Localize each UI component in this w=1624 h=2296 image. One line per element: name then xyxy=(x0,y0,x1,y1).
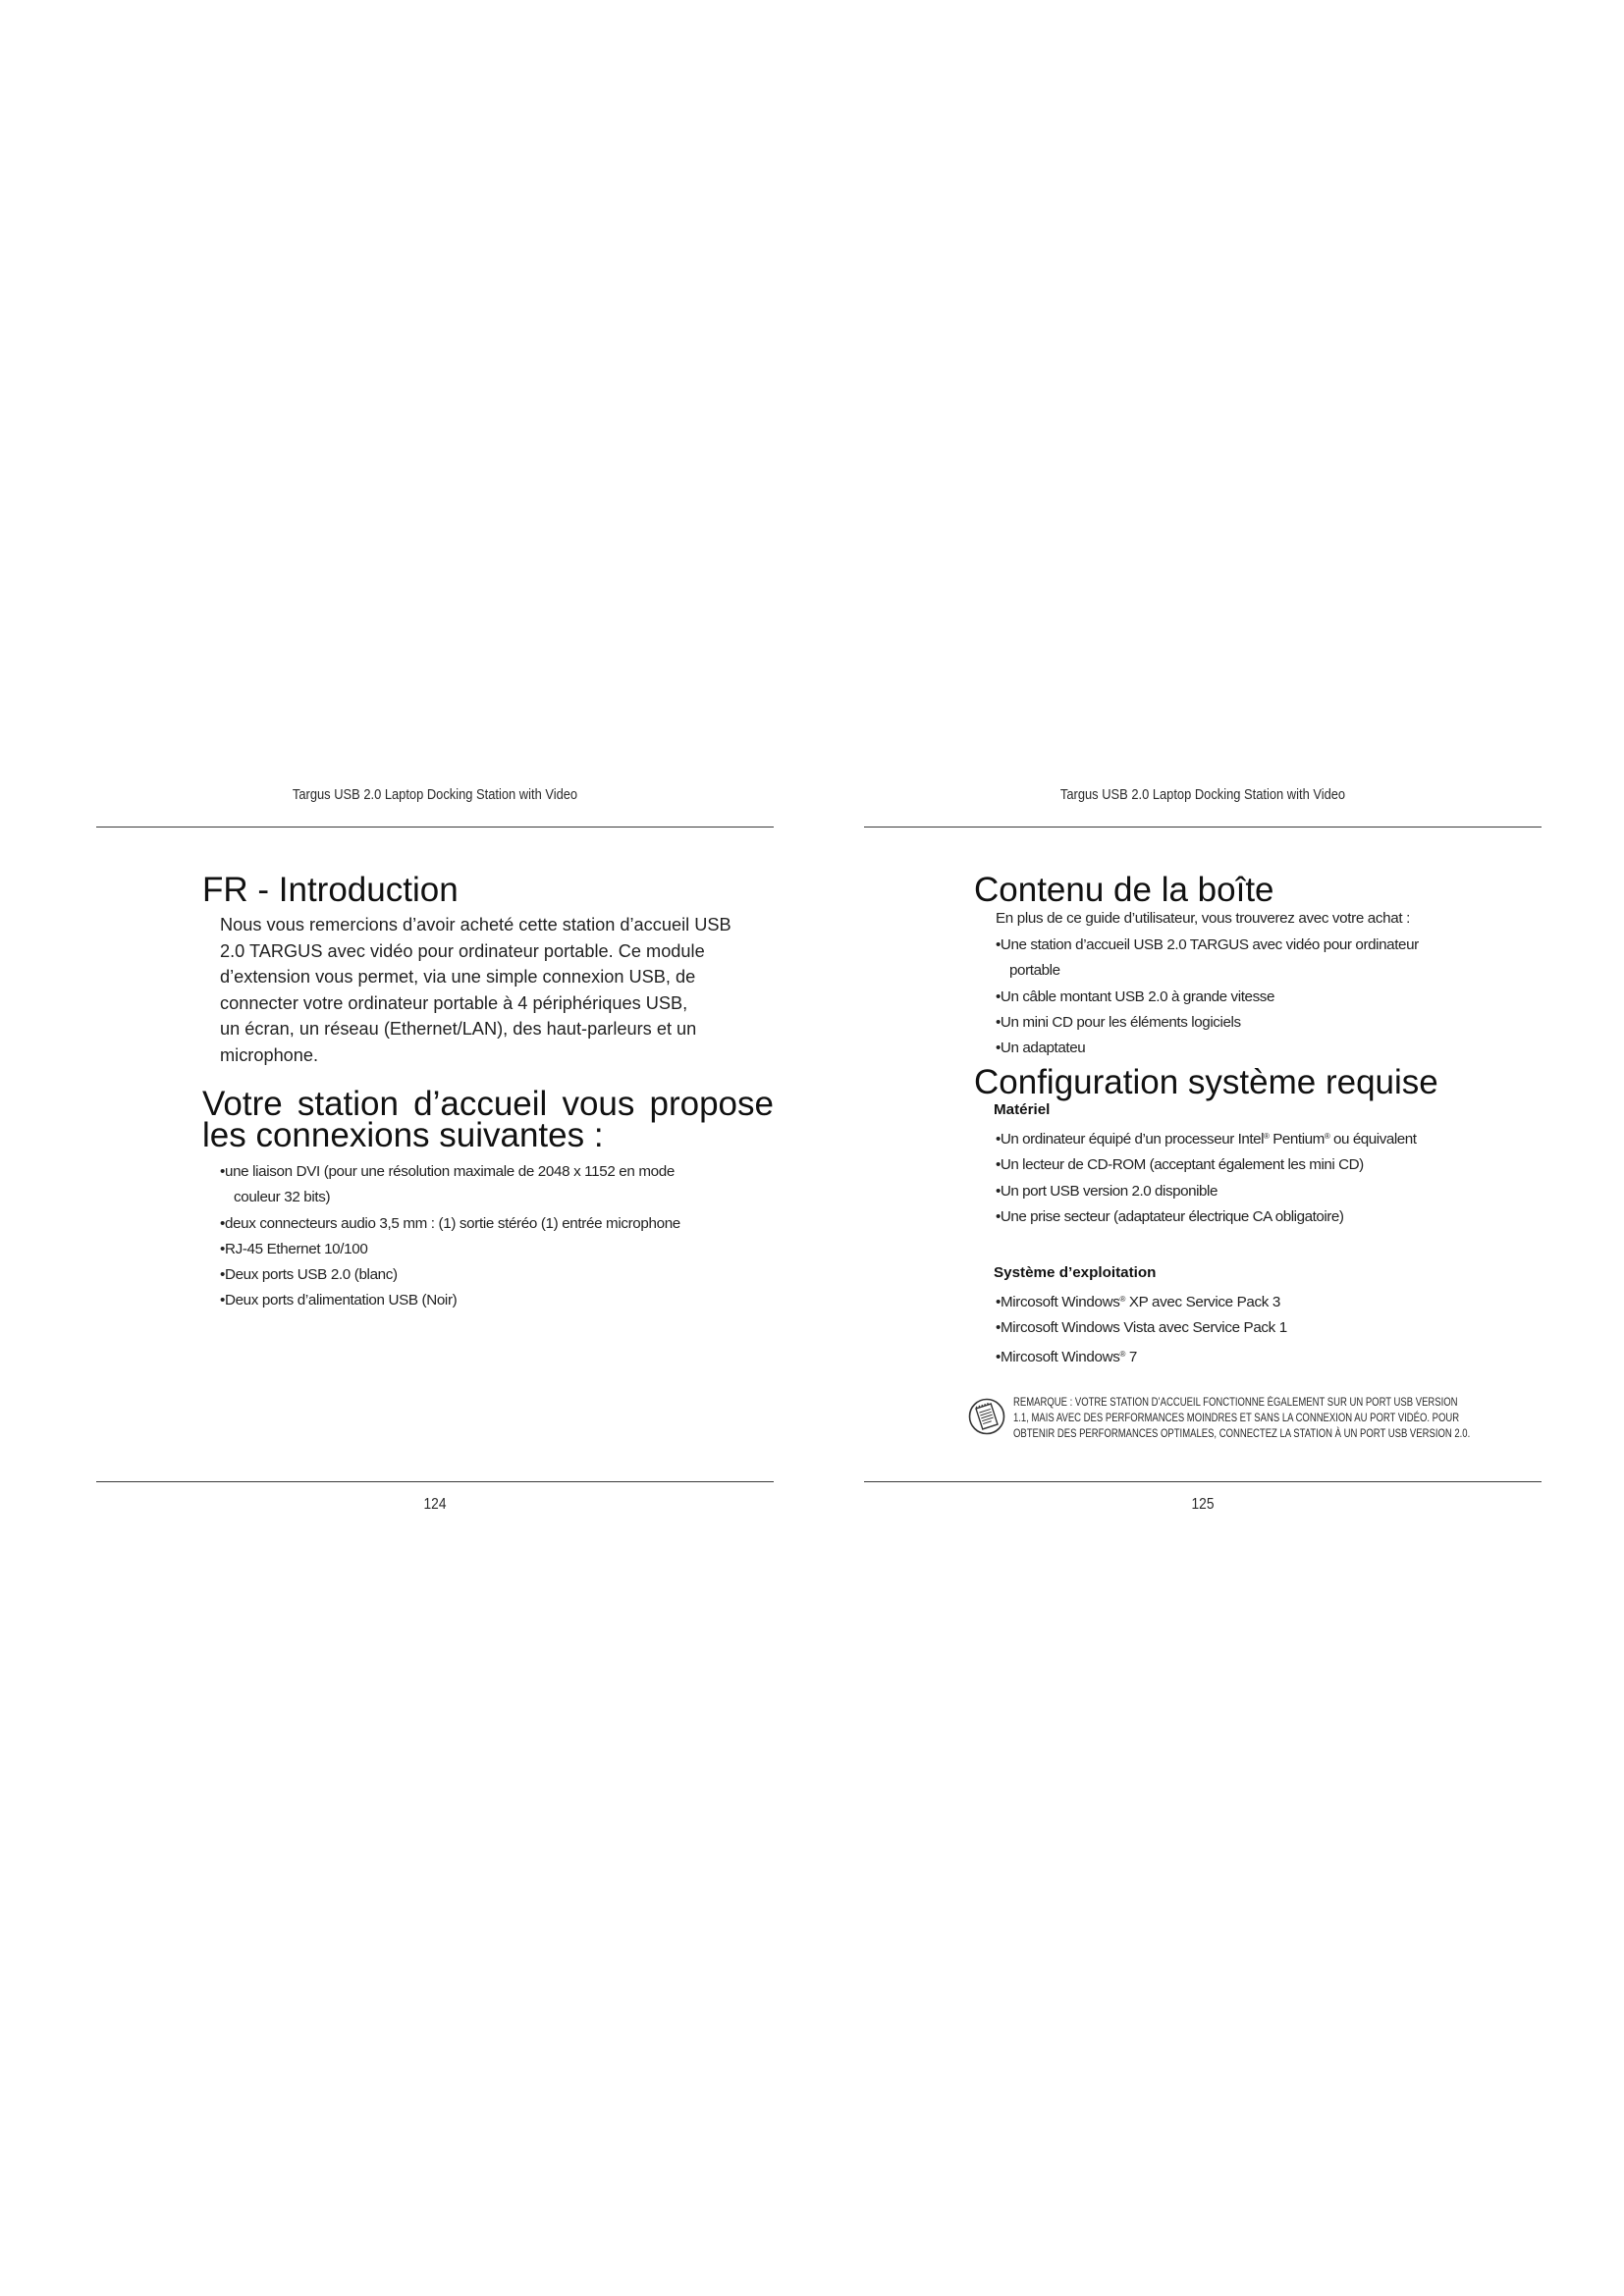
left-page xyxy=(96,0,774,2296)
registered-mark: ® xyxy=(1119,1349,1125,1359)
intro-paragraph xyxy=(220,912,770,1069)
notepad-icon xyxy=(968,1397,1005,1436)
running-head: Targus USB 2.0 Laptop Docking Station with Video xyxy=(1059,786,1346,803)
registered-mark: ® xyxy=(1119,1295,1125,1304)
intro-line: microphone. xyxy=(220,1044,319,1065)
page-number: 125 xyxy=(1191,1496,1215,1513)
systeme-list xyxy=(996,1287,1287,1370)
intro-line: d’extension vous permet, via une simple connexion USB, de xyxy=(220,967,696,988)
list-item: •une liaison DVI (pour une résolution maximale de 2048 x 1152 en mode couleur 32 bits) xyxy=(220,1163,675,1206)
list-item: •Mircosoft Windows® 7 xyxy=(996,1348,1137,1365)
list-item: •Une station d’accueil USB 2.0 TARGUS avec vidéo pour ordinateur portable xyxy=(996,936,1419,980)
note-line: OBTENIR DES PERFORMANCES OPTIMALES, CONNECTEZ LA STATION À UN PORT USB VERSION 2.0. xyxy=(1013,1427,1471,1441)
title-word: station xyxy=(297,1085,399,1123)
running-head: Targus USB 2.0 Laptop Docking Station with Video xyxy=(292,786,578,803)
title-word: vous xyxy=(562,1085,635,1123)
registered-mark: ® xyxy=(1324,1132,1330,1141)
header-rule xyxy=(864,827,1542,828)
list-item: •Deux ports d’alimentation USB (Noir) xyxy=(220,1292,458,1309)
intro-line: Nous vous remercions d’avoir acheté cette station d’accueil USB xyxy=(220,915,731,934)
connexions-title-line2: les connexions suivantes : xyxy=(202,1116,604,1154)
title-word: propose xyxy=(649,1085,774,1123)
list-item: •Un lecteur de CD-ROM (acceptant également les mini CD) xyxy=(996,1156,1364,1174)
connexions-list xyxy=(220,1159,680,1314)
intro-line: 2.0 TARGUS avec vidéo pour ordinateur portable. Ce module xyxy=(220,940,705,961)
note-text xyxy=(1013,1395,1561,1443)
note-line: 1.1, MAIS AVEC DES PERFORMANCES MOINDRES ET SANS LA CONNEXION AU PORT VIDÉO. POUR xyxy=(1013,1412,1460,1425)
list-item: •Un port USB version 2.0 disponible xyxy=(996,1182,1218,1200)
list-item: •RJ-45 Ethernet 10/100 xyxy=(220,1240,368,1257)
materiel-heading: Matériel xyxy=(994,1101,1051,1118)
systeme-heading: Système d’exploitation xyxy=(994,1264,1157,1281)
list-item: •Un adaptateu xyxy=(996,1040,1086,1057)
list-item: •Deux ports USB 2.0 (blanc) xyxy=(220,1266,398,1284)
list-item: •Un ordinateur équipé d’un processeur Intel® Pentium® ou équivalent xyxy=(996,1131,1417,1148)
intro-line: connecter votre ordinateur portable à 4 périphériques USB, xyxy=(220,992,688,1013)
contenu-title: Contenu de la boîte xyxy=(974,871,1274,909)
list-item: •Une prise secteur (adaptateur électrique CA obligatoire) xyxy=(996,1207,1344,1225)
list-item: •Mircosoft Windows® XP avec Service Pack 3 xyxy=(996,1294,1280,1310)
footer-rule xyxy=(96,1481,774,1482)
intro-title: FR - Introduction xyxy=(202,871,459,909)
registered-mark: ® xyxy=(1264,1132,1270,1141)
footer-rule xyxy=(864,1481,1542,1482)
contenu-intro: En plus de ce guide d’utilisateur, vous trouverez avec votre achat : xyxy=(996,910,1410,927)
materiel-list xyxy=(996,1124,1417,1230)
intro-line: un écran, un réseau (Ethernet/LAN), des haut-parleurs et un xyxy=(220,1019,697,1040)
right-page xyxy=(864,0,1542,2296)
list-item: •Un câble montant USB 2.0 à grande vitesse xyxy=(996,988,1274,1005)
note-line: REMARQUE : VOTRE STATION D’ACCUEIL FONCTIONNE ÉGALEMENT SUR UN PORT USB VERSION xyxy=(1013,1396,1458,1409)
config-title: Configuration système requise xyxy=(974,1063,1438,1101)
title-word: Votre xyxy=(202,1085,283,1123)
list-item: •deux connecteurs audio 3,5 mm : (1) sortie stéréo (1) entrée microphone xyxy=(220,1214,680,1232)
contenu-list xyxy=(996,933,1419,1061)
connexions-title xyxy=(202,1085,774,1154)
list-item: •Un mini CD pour les éléments logiciels xyxy=(996,1013,1241,1031)
title-word: d’accueil xyxy=(413,1085,548,1123)
header-rule xyxy=(96,827,774,828)
page-number: 124 xyxy=(423,1496,447,1513)
list-item: •Mircosoft Windows Vista avec Service Pack 1 xyxy=(996,1319,1287,1337)
